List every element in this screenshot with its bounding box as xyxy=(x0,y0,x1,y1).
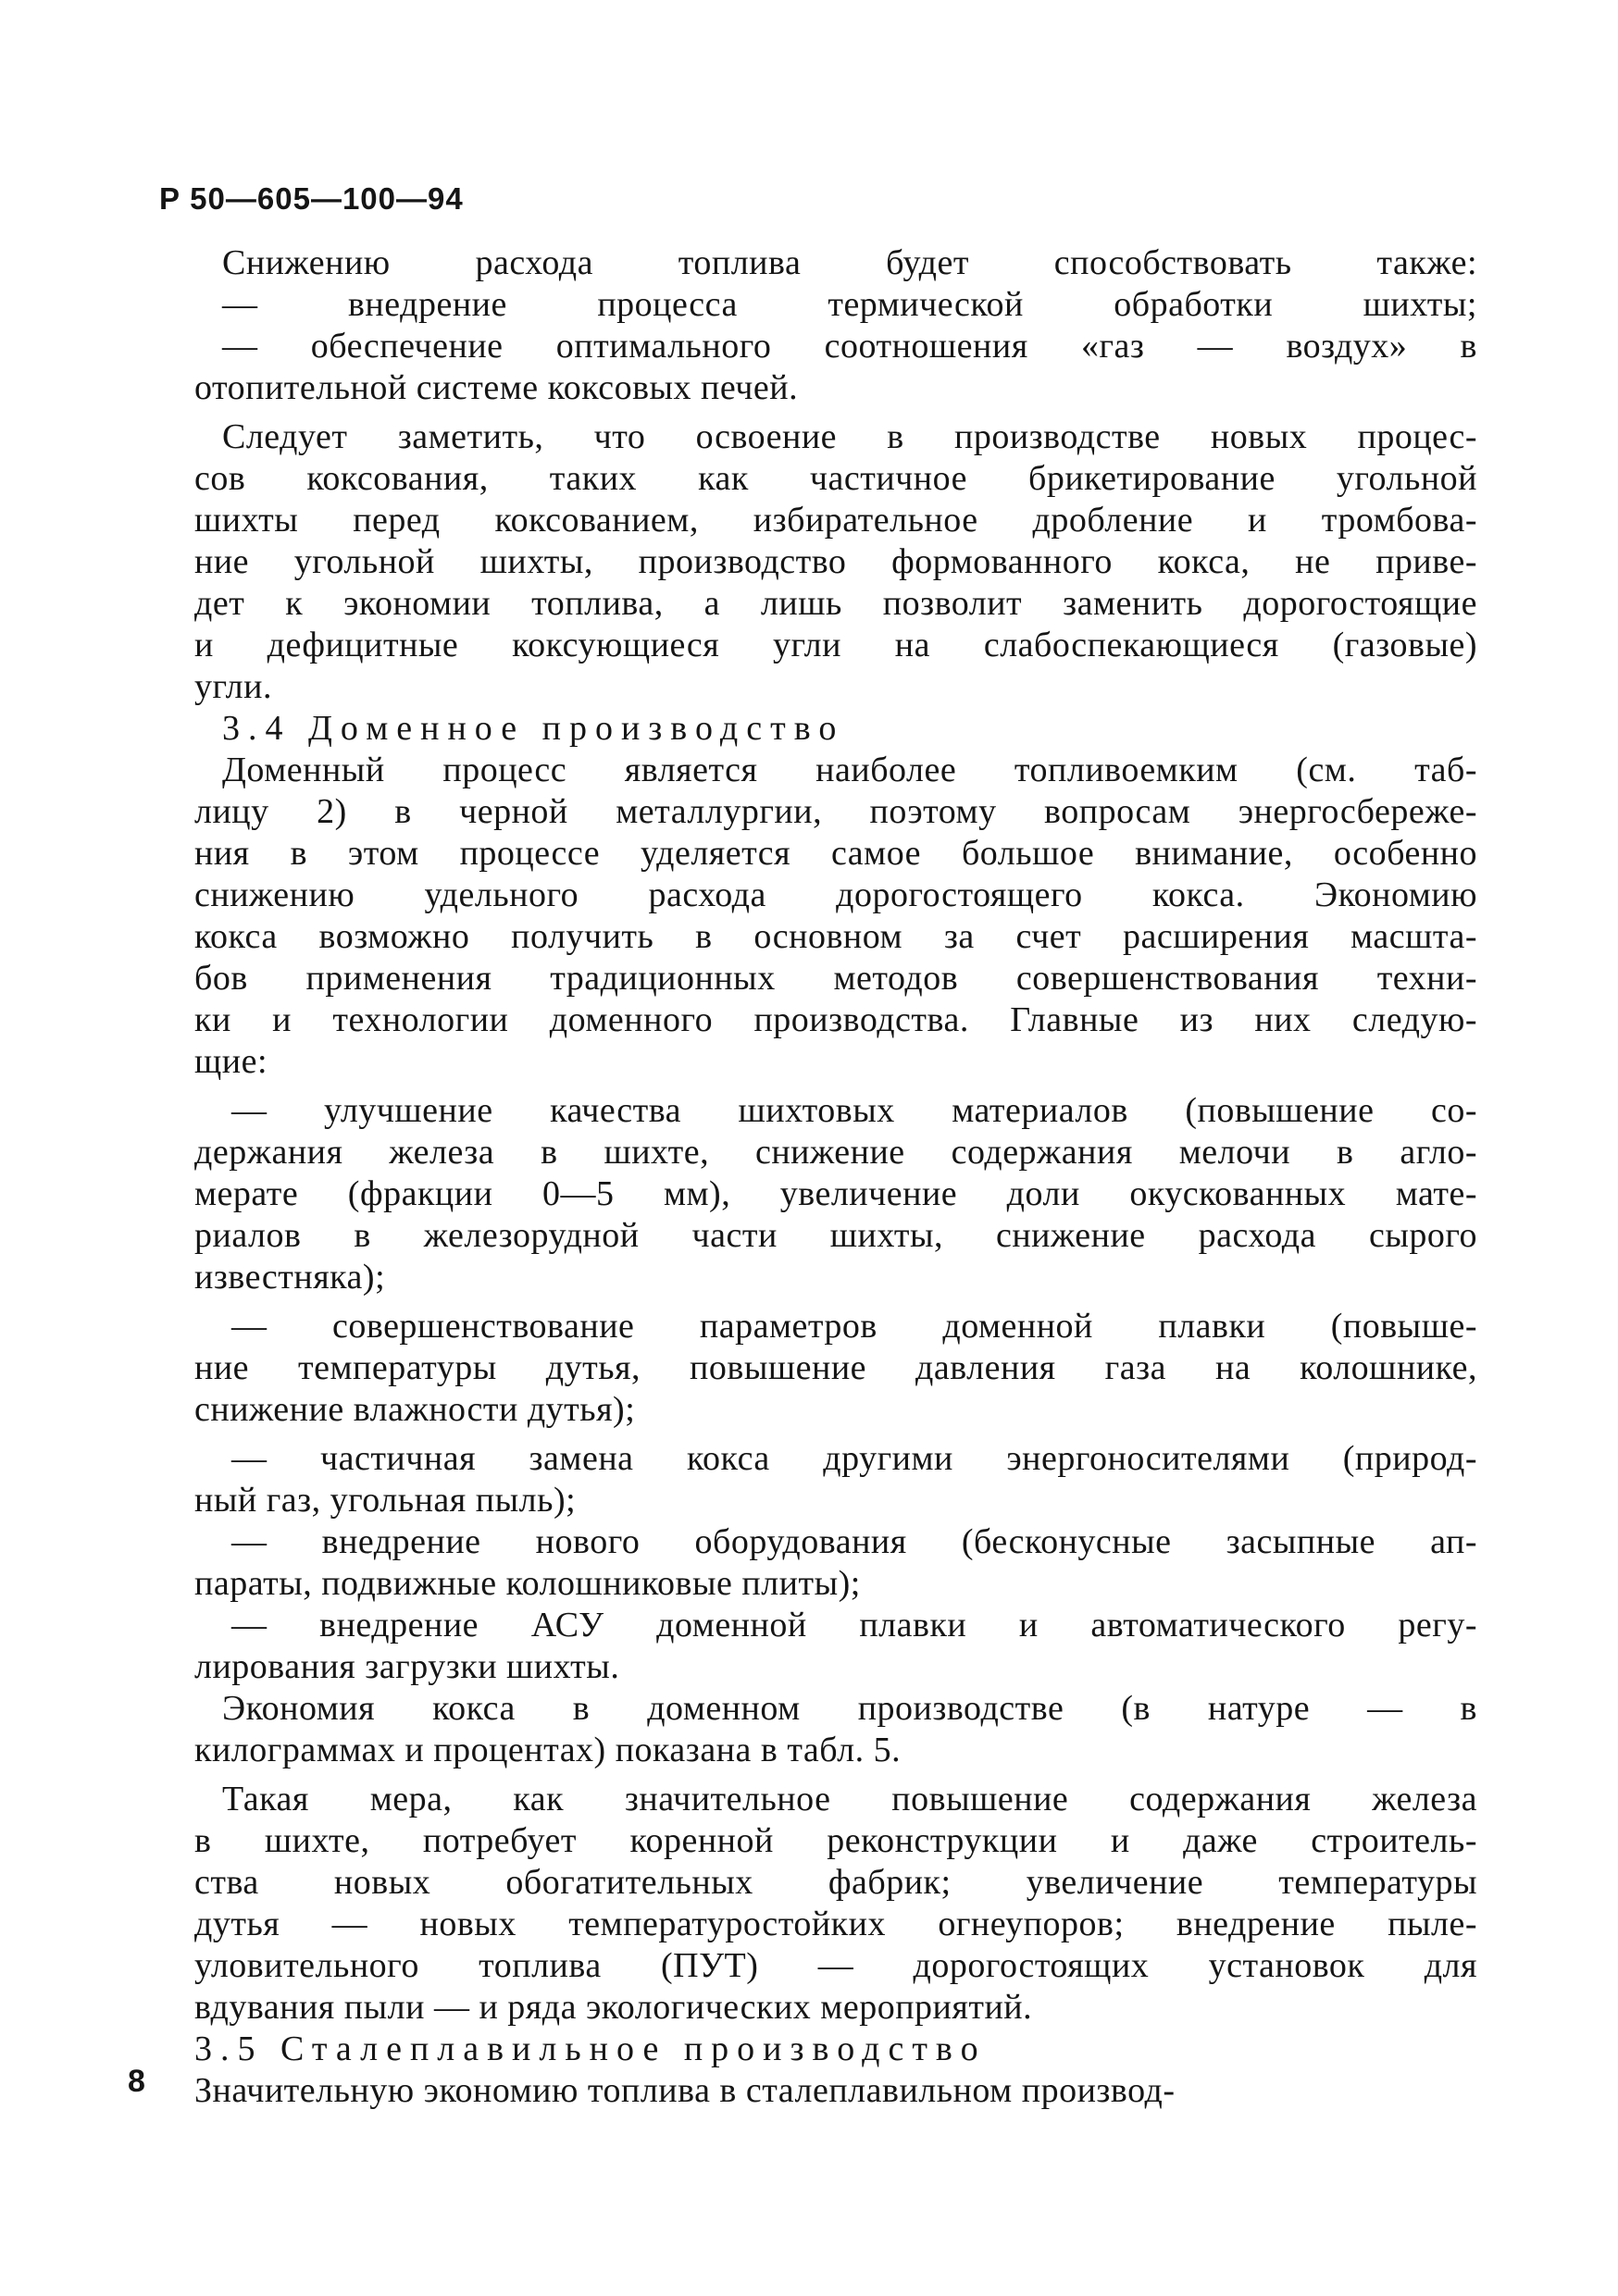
section-heading: 3.5 Сталеплавильное производство xyxy=(194,2029,987,2068)
text-line: Такая мера, как значительное повышение содержания железа xyxy=(222,1780,1477,1818)
text-line: параты, подвижные колошниковые плиты); xyxy=(194,1564,861,1603)
list-item: — частичная замена кокса другими энергоносителями (природ- xyxy=(231,1439,1477,1478)
list-item: — внедрение процесса термической обработки шихты; xyxy=(222,285,1477,324)
list-item: — внедрение АСУ доменной плавки и автоматического регу- xyxy=(231,1606,1477,1644)
text-line: кокса возможно получить в основном за счет расширения масшта- xyxy=(194,917,1477,956)
text-line: щие: xyxy=(194,1042,268,1081)
list-item: — совершенствование параметров доменной плавки (повыше- xyxy=(231,1307,1477,1346)
text-line: снижение влажности дутья); xyxy=(194,1390,636,1429)
list-item: — внедрение нового оборудования (бесконусные засыпные ап- xyxy=(231,1522,1477,1561)
text-line: Доменный процесс является наиболее топливоемким (см. таб- xyxy=(222,751,1477,789)
text-line: и дефицитные коксующиеся угли на слабоспекающиеся (газовые) xyxy=(194,626,1477,664)
text-line: ние угольной шихты, производство формованного кокса, не приве- xyxy=(194,542,1477,581)
text-line: ки и технологии доменного производства. Главные из них следую- xyxy=(194,1000,1477,1039)
text-line: уловительного топлива (ПУТ) — дорогостоящих установок для xyxy=(194,1946,1477,1985)
text-line: мерате (фракции 0—5 мм), увеличение доли окускованных мате- xyxy=(194,1174,1477,1213)
text-line: ства новых обогатительных фабрик; увеличение температуры xyxy=(194,1863,1477,1902)
text-line: ный газ, угольная пыль); xyxy=(194,1481,577,1520)
list-item: — обеспечение оптимального соотношения «газ — воздух» в xyxy=(222,327,1477,366)
text-line: вдувания пыли — и ряда экологических мероприятий. xyxy=(194,1988,1033,2027)
text-line: сов коксования, таких как частичное брикетирование угольной xyxy=(194,459,1477,498)
document-body xyxy=(194,242,1477,2112)
text-line: Значительную экономию топлива в сталеплавильном производ- xyxy=(194,2071,1176,2110)
text-line: Следует заметить, что освоение в производстве новых процес- xyxy=(222,417,1477,456)
page-number: 8 xyxy=(128,2064,145,2099)
text-line: лицу 2) в черной металлургии, поэтому вопросам энергосбереже- xyxy=(194,792,1477,831)
text-line: ние температуры дутья, повышение давления газа на колошнике, xyxy=(194,1348,1477,1387)
text-line: лирования загрузки шихты. xyxy=(194,1647,620,1686)
text-line: угли. xyxy=(194,667,272,706)
text-line: бов применения традиционных методов совершенствования техни- xyxy=(194,959,1477,998)
text-line: дет к экономии топлива, а лишь позволит заменить дорогостоящие xyxy=(194,584,1477,623)
text-line: ния в этом процессе уделяется самое большое внимание, особенно xyxy=(194,834,1477,873)
text-line: Экономия кокса в доменном производстве (в натуре — в xyxy=(222,1689,1477,1728)
list-item: — улучшение качества шихтовых материалов (повышение со- xyxy=(231,1091,1477,1130)
section-heading: 3.4 Доменное производство xyxy=(222,709,845,748)
text-line: известняка); xyxy=(194,1258,386,1297)
text-line: снижению удельного расхода дорогостоящего кокса. Экономию xyxy=(194,875,1477,914)
text-line: держания железа в шихте, снижение содержания мелочи в агло- xyxy=(194,1133,1477,1172)
text-line: дутья — новых температуростойких огнеупоров; внедрение пыле- xyxy=(194,1905,1477,1943)
text-line: Снижению расхода топлива будет способствовать также: xyxy=(222,243,1477,282)
text-line: отопительной системе коксовых печей. xyxy=(194,368,799,407)
text-line: в шихте, потребует коренной реконструкции и даже строитель- xyxy=(194,1821,1477,1860)
document-code: Р 50—605—100—94 xyxy=(159,181,464,216)
text-line: килограммах и процентах) показана в табл. 5. xyxy=(194,1731,902,1769)
text-line: шихты перед коксованием, избирательное дробление и тромбова- xyxy=(194,501,1477,540)
text-line: риалов в железорудной части шихты, снижение расхода сырого xyxy=(194,1216,1477,1255)
